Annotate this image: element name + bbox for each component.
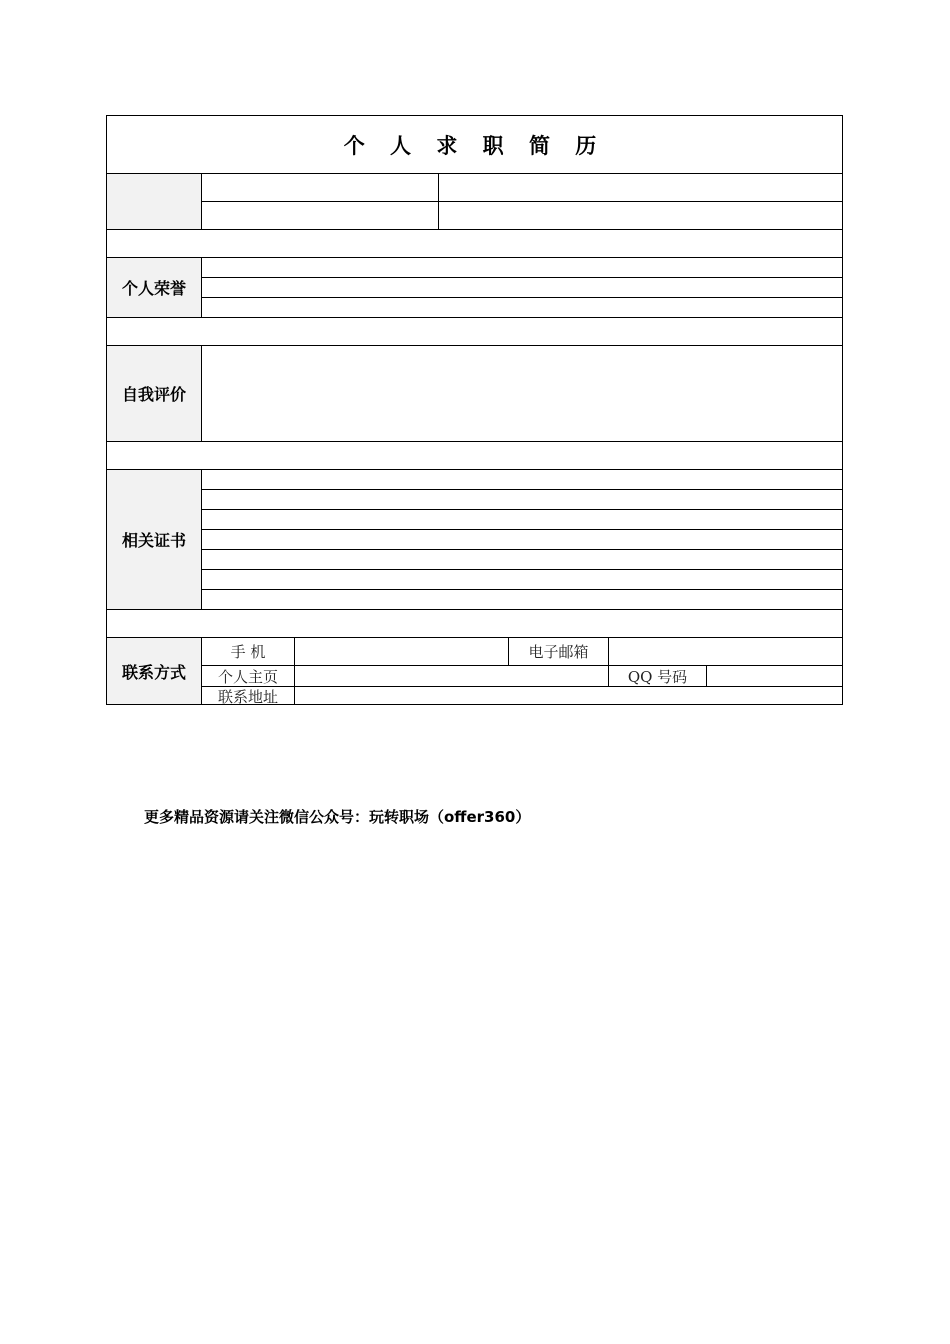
- spacer-row: [107, 230, 842, 257]
- address-field[interactable]: [295, 687, 842, 705]
- homepage-label: 个人主页: [217, 667, 278, 686]
- info-field-3[interactable]: [202, 202, 438, 229]
- divider: [201, 589, 842, 590]
- photo-cell: [107, 174, 201, 229]
- divider: [201, 569, 842, 570]
- info-field-1[interactable]: [202, 174, 438, 201]
- info-field-4[interactable]: [439, 202, 842, 229]
- resume-title: 个 人 求 职 简 历: [343, 133, 606, 158]
- spacer-row: [107, 442, 842, 469]
- certificates-label: 相关证书: [107, 470, 201, 609]
- resume-table: [106, 115, 843, 705]
- spacer-row: [107, 610, 842, 637]
- homepage-field[interactable]: [295, 666, 608, 686]
- footer-note: 更多精品资源请关注微信公众号：玩转职场（offer360）: [144, 808, 531, 826]
- divider: [201, 509, 842, 510]
- qq-label: QQ 号码: [627, 667, 688, 686]
- self-eval-label: 自我评价: [107, 346, 201, 441]
- phone-label: 手 机: [230, 643, 266, 661]
- divider: [201, 489, 842, 490]
- qq-field[interactable]: [707, 666, 842, 686]
- divider: [201, 257, 202, 317]
- honors-label: 个人荣誉: [107, 258, 201, 317]
- divider: [107, 469, 842, 470]
- phone-field[interactable]: [295, 638, 508, 665]
- divider: [201, 529, 842, 530]
- address-label: 联系地址: [217, 687, 278, 706]
- spacer-row: [107, 318, 842, 345]
- contact-label: 联系方式: [107, 638, 201, 704]
- divider: [201, 297, 842, 298]
- divider: [201, 277, 842, 278]
- divider: [201, 549, 842, 550]
- email-field[interactable]: [609, 638, 842, 665]
- info-field-2[interactable]: [439, 174, 842, 201]
- self-eval-field[interactable]: [202, 346, 842, 441]
- divider: [201, 469, 202, 609]
- divider: [107, 257, 842, 258]
- email-label: 电子邮箱: [528, 643, 589, 661]
